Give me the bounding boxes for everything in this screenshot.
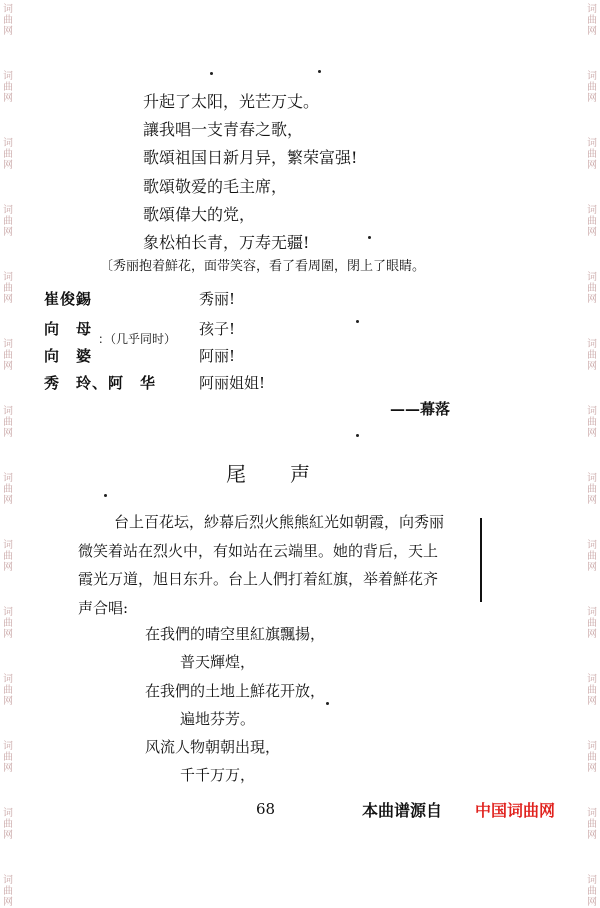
poem-line: 象松柏长青，万寿无疆! (143, 233, 310, 252)
watermark-char: 曲 (3, 752, 13, 763)
watermark-group (3, 540, 13, 573)
watermark-group (3, 473, 13, 506)
watermark-char: 曲 (587, 82, 597, 93)
speech-line: 孩子! (199, 320, 236, 338)
watermark-char: 网 (3, 763, 13, 774)
watermark-char: 曲 (587, 216, 597, 227)
watermark-group (587, 875, 597, 908)
speaker-name: 秀 玲、阿 华 (44, 374, 157, 392)
curtain-fall: ——幕落 (390, 400, 451, 418)
watermark-char: 曲 (3, 819, 13, 830)
watermark-char: 网 (3, 26, 13, 37)
watermark-char: 曲 (3, 417, 13, 428)
left-watermark-strip (0, 0, 16, 908)
speaker-name: 向 婆 (44, 347, 93, 365)
prose-line: 霞光万道，旭日东升。台上人們打着紅旗，举着鮮花齐 (78, 570, 439, 588)
watermark-char: 网 (587, 361, 597, 372)
poem-line: 歌頌偉大的党， (143, 205, 256, 224)
song-line: 普天輝煌， (180, 653, 256, 671)
watermark-char: 曲 (3, 484, 13, 495)
song-line: 在我們的土地上鮮花开放， (145, 682, 326, 700)
watermark-char: 词 (3, 272, 13, 283)
watermark-group (3, 875, 13, 908)
watermark-char: 词 (587, 138, 597, 149)
watermark-char: 曲 (587, 283, 597, 294)
speech-line: 阿丽姐姐! (199, 374, 266, 392)
watermark-char: 网 (3, 93, 13, 104)
watermark-char: 词 (587, 4, 597, 15)
watermark-group (3, 272, 13, 305)
watermark-group (587, 808, 597, 841)
watermark-char: 词 (587, 540, 597, 551)
watermark-char: 词 (3, 741, 13, 752)
watermark-char: 网 (587, 428, 597, 439)
watermark-char: 网 (3, 227, 13, 238)
watermark-char: 词 (3, 138, 13, 149)
watermark-char: 网 (587, 495, 597, 506)
watermark-char: 词 (3, 607, 13, 618)
poem-line: 歌頌敬爱的毛主席， (143, 177, 288, 196)
watermark-group (587, 4, 597, 37)
watermark-group (3, 674, 13, 707)
watermark-char: 曲 (3, 15, 13, 26)
watermark-char: 网 (587, 830, 597, 841)
poem-line: 讓我唱一支青春之歌， (143, 120, 304, 139)
scan-speck (356, 320, 359, 323)
song-line: 在我們的晴空里紅旗飄揚， (145, 625, 326, 643)
watermark-char: 曲 (587, 350, 597, 361)
watermark-char: 网 (3, 629, 13, 640)
speaker-name: 向 母 (44, 320, 93, 338)
watermark-char: 网 (587, 160, 597, 171)
watermark-char: 网 (587, 897, 597, 908)
watermark-group (587, 741, 597, 774)
watermark-char: 曲 (3, 551, 13, 562)
watermark-char: 曲 (587, 886, 597, 897)
watermark-char: 曲 (3, 149, 13, 160)
watermark-group (3, 71, 13, 104)
watermark-char: 曲 (3, 618, 13, 629)
poem-line: 歌頌祖国日新月异，繁荣富强! (143, 148, 358, 167)
watermark-group (587, 272, 597, 305)
watermark-char: 曲 (587, 417, 597, 428)
speech-line: 阿丽! (199, 347, 236, 365)
watermark-char: 词 (3, 339, 13, 350)
poem-line: 升起了太阳，光芒万丈。 (143, 92, 320, 111)
watermark-char: 曲 (3, 283, 13, 294)
watermark-char: 网 (587, 562, 597, 573)
watermark-char: 曲 (3, 685, 13, 696)
watermark-char: 网 (3, 294, 13, 305)
song-line: 风流人物朝朝出現， (145, 738, 281, 756)
scan-speck (326, 702, 329, 705)
watermark-char: 词 (587, 741, 597, 752)
watermark-char: 曲 (587, 752, 597, 763)
watermark-char: 网 (587, 294, 597, 305)
watermark-char: 词 (587, 875, 597, 886)
watermark-char: 词 (587, 808, 597, 819)
watermark-char: 网 (587, 26, 597, 37)
watermark-group (587, 674, 597, 707)
prose-line: 微笑着站在烈火中，有如站在云端里。她的背后，天上 (78, 542, 439, 560)
section-title: 尾声 (226, 462, 354, 486)
watermark-char: 词 (3, 674, 13, 685)
prose-line: 台上百花坛，紗幕后烈火熊熊紅光如朝霞，向秀丽 (114, 513, 445, 531)
watermark-group (3, 205, 13, 238)
watermark-char: 曲 (587, 484, 597, 495)
watermark-char: 网 (587, 93, 597, 104)
watermark-char: 网 (587, 227, 597, 238)
scan-speck (318, 70, 321, 73)
simultaneous-note: ：（几乎同时） (98, 332, 177, 346)
watermark-char: 网 (3, 897, 13, 908)
watermark-char: 词 (3, 71, 13, 82)
watermark-group (587, 540, 597, 573)
watermark-char: 网 (3, 495, 13, 506)
watermark-group (587, 607, 597, 640)
watermark-char: 曲 (3, 82, 13, 93)
song-line: 遍地芬芳。 (180, 710, 256, 728)
watermark-group (3, 607, 13, 640)
prose-line: 声合唱: (78, 599, 129, 617)
watermark-char: 词 (3, 875, 13, 886)
watermark-group (3, 339, 13, 372)
watermark-char: 词 (3, 205, 13, 216)
watermark-char: 词 (587, 406, 597, 417)
watermark-char: 网 (3, 428, 13, 439)
watermark-group (587, 406, 597, 439)
watermark-char: 词 (3, 406, 13, 417)
watermark-group (587, 473, 597, 506)
site-name-link[interactable]: 中国词曲网 (475, 801, 556, 820)
watermark-group (3, 4, 13, 37)
watermark-char: 曲 (587, 15, 597, 26)
watermark-char: 网 (587, 763, 597, 774)
watermark-char: 网 (3, 696, 13, 707)
watermark-char: 词 (587, 339, 597, 350)
scan-speck (104, 494, 107, 497)
watermark-group (3, 406, 13, 439)
watermark-group (587, 339, 597, 372)
scan-speck (210, 72, 213, 75)
watermark-group (3, 741, 13, 774)
page-number: 68 (256, 800, 276, 818)
watermark-char: 词 (587, 205, 597, 216)
watermark-char: 词 (587, 272, 597, 283)
watermark-char: 网 (587, 696, 597, 707)
watermark-char: 曲 (3, 350, 13, 361)
scan-speck (356, 434, 359, 437)
scan-edge-rule (480, 518, 482, 602)
watermark-char: 词 (587, 473, 597, 484)
watermark-group (3, 808, 13, 841)
watermark-group (587, 205, 597, 238)
watermark-char: 词 (3, 473, 13, 484)
watermark-char: 曲 (3, 216, 13, 227)
watermark-group (587, 138, 597, 171)
speaker-name: 崔俊錫 (44, 290, 93, 308)
watermark-char: 曲 (587, 685, 597, 696)
speech-line: 秀丽! (199, 290, 236, 308)
watermark-char: 曲 (587, 551, 597, 562)
watermark-char: 网 (3, 562, 13, 573)
watermark-char: 网 (3, 830, 13, 841)
watermark-char: 网 (3, 160, 13, 171)
scan-speck (368, 236, 371, 239)
watermark-char: 词 (587, 674, 597, 685)
watermark-char: 曲 (587, 149, 597, 160)
watermark-char: 词 (587, 607, 597, 618)
right-watermark-strip (584, 0, 600, 908)
watermark-char: 网 (587, 629, 597, 640)
song-line: 千千万万， (180, 766, 256, 784)
stage-direction: 〔秀丽抱着鮮花，面带笑容，看了看周圍，閉上了眼睛。 (100, 259, 426, 274)
watermark-char: 词 (3, 808, 13, 819)
watermark-char: 曲 (587, 819, 597, 830)
watermark-char: 词 (587, 71, 597, 82)
watermark-char: 网 (3, 361, 13, 372)
watermark-char: 词 (3, 540, 13, 551)
watermark-char: 曲 (587, 618, 597, 629)
watermark-char: 词 (3, 4, 13, 15)
watermark-group (3, 138, 13, 171)
watermark-group (587, 71, 597, 104)
source-label: 本曲谱源自 (362, 801, 443, 820)
watermark-char: 曲 (3, 886, 13, 897)
